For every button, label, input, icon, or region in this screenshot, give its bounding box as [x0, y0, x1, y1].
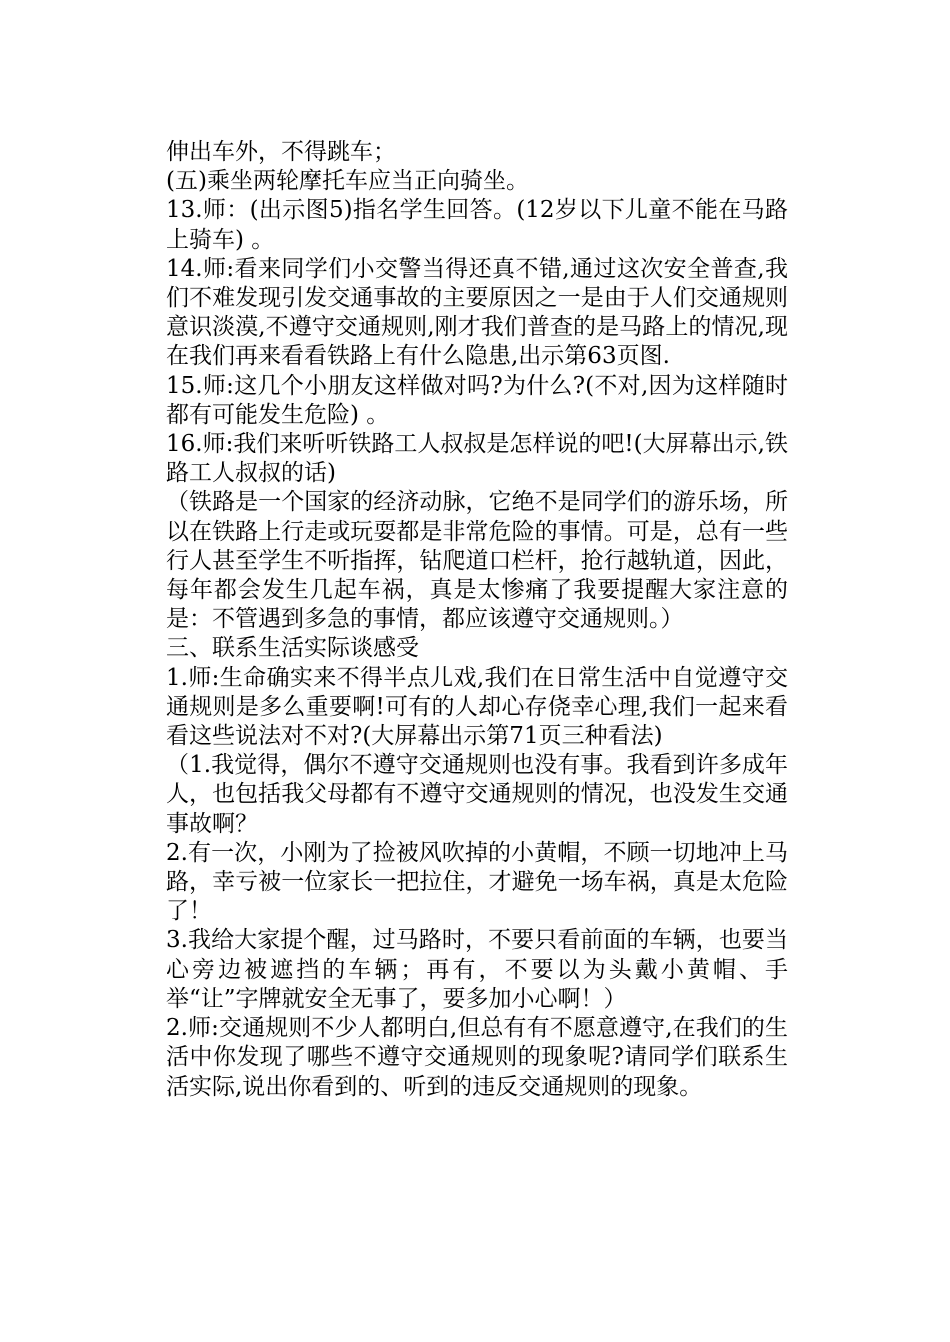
paragraph: 2.师:交通规则不少人都明白,但总有有不愿意遵守,在我们的生活中你发现了哪些不遵守交通规则的现象呢?请同学们联系生活实际,说出你看到的、听到的违反交通规则的现象。 — [166, 1015, 788, 1100]
quote-paragraph: （铁路是一个国家的经济动脉，它绝不是同学们的游乐场，所以在铁路上行走或玩耍都是非常危险的事情。可是，总有一些行人甚至学生不听指挥，钻爬道口栏杆，抢行越轨道，因此，每年都会发生几起车祸，真是太惨痛了我要提醒大家注意的是：不管遇到多急的事情，都应该遵守交通规则。） — [166, 489, 788, 633]
paragraph: 16.师:我们来听听铁路工人叔叔是怎样说的吧!(大屏幕出示,铁路工人叔叔的话) — [166, 431, 788, 487]
quote-paragraph: （1.我觉得，偶尔不遵守交通规则也没有事。我看到许多成年人，也包括我父母都有不遵守交通规则的情况，也没发生交通事故啊？ — [166, 752, 788, 837]
paragraph: 14.师:看来同学们小交警当得还真不错,通过这次安全普查,我们不难发现引发交通事故的主要原因之一是由于人们交通规则意识淡漠,不遵守交通规则,刚才我们普查的是马路上的情况,现在我们再来看看铁路上有什么隐患,出示第63页图. — [166, 255, 788, 370]
paragraph: 15.师:这几个小朋友这样做对吗?为什么?(不对,因为这样随时都有可能发生危险) 。 — [166, 372, 788, 428]
quote-paragraph: 3.我给大家提个醒，过马路时，不要只看前面的车辆，也要当心旁边被遮挡的车辆；再有，不要以为头戴小黄帽、手举“让”字牌就安全无事了，要多加小心啊！） — [166, 927, 788, 1012]
paragraph: (五)乘坐两轮摩托车应当正向骑坐。 — [166, 168, 529, 195]
paragraph: 1.师:生命确实来不得半点儿戏,我们在日常生活中自觉遵守交通规则是多么重要啊!可有的人却心存侥幸心理,我们一起来看看这些说法对不对?(大屏幕出示第71页三种看法) — [166, 664, 788, 750]
section-heading: 三、联系生活实际谈感受 — [166, 635, 419, 662]
paragraph: 伸出车外，不得跳车； — [166, 139, 396, 165]
paragraph: 13.师：(出示图5)指名学生回答。(12岁以下儿童不能在马路上骑车) 。 — [166, 197, 788, 253]
quote-paragraph: 2.有一次，小刚为了捡被风吹掉的小黄帽，不顾一切地冲上马路，幸亏被一位家长一把拉住，才避免一场车祸，真是太危险了！ — [166, 839, 788, 925]
document-page — [166, 138, 788, 1102]
